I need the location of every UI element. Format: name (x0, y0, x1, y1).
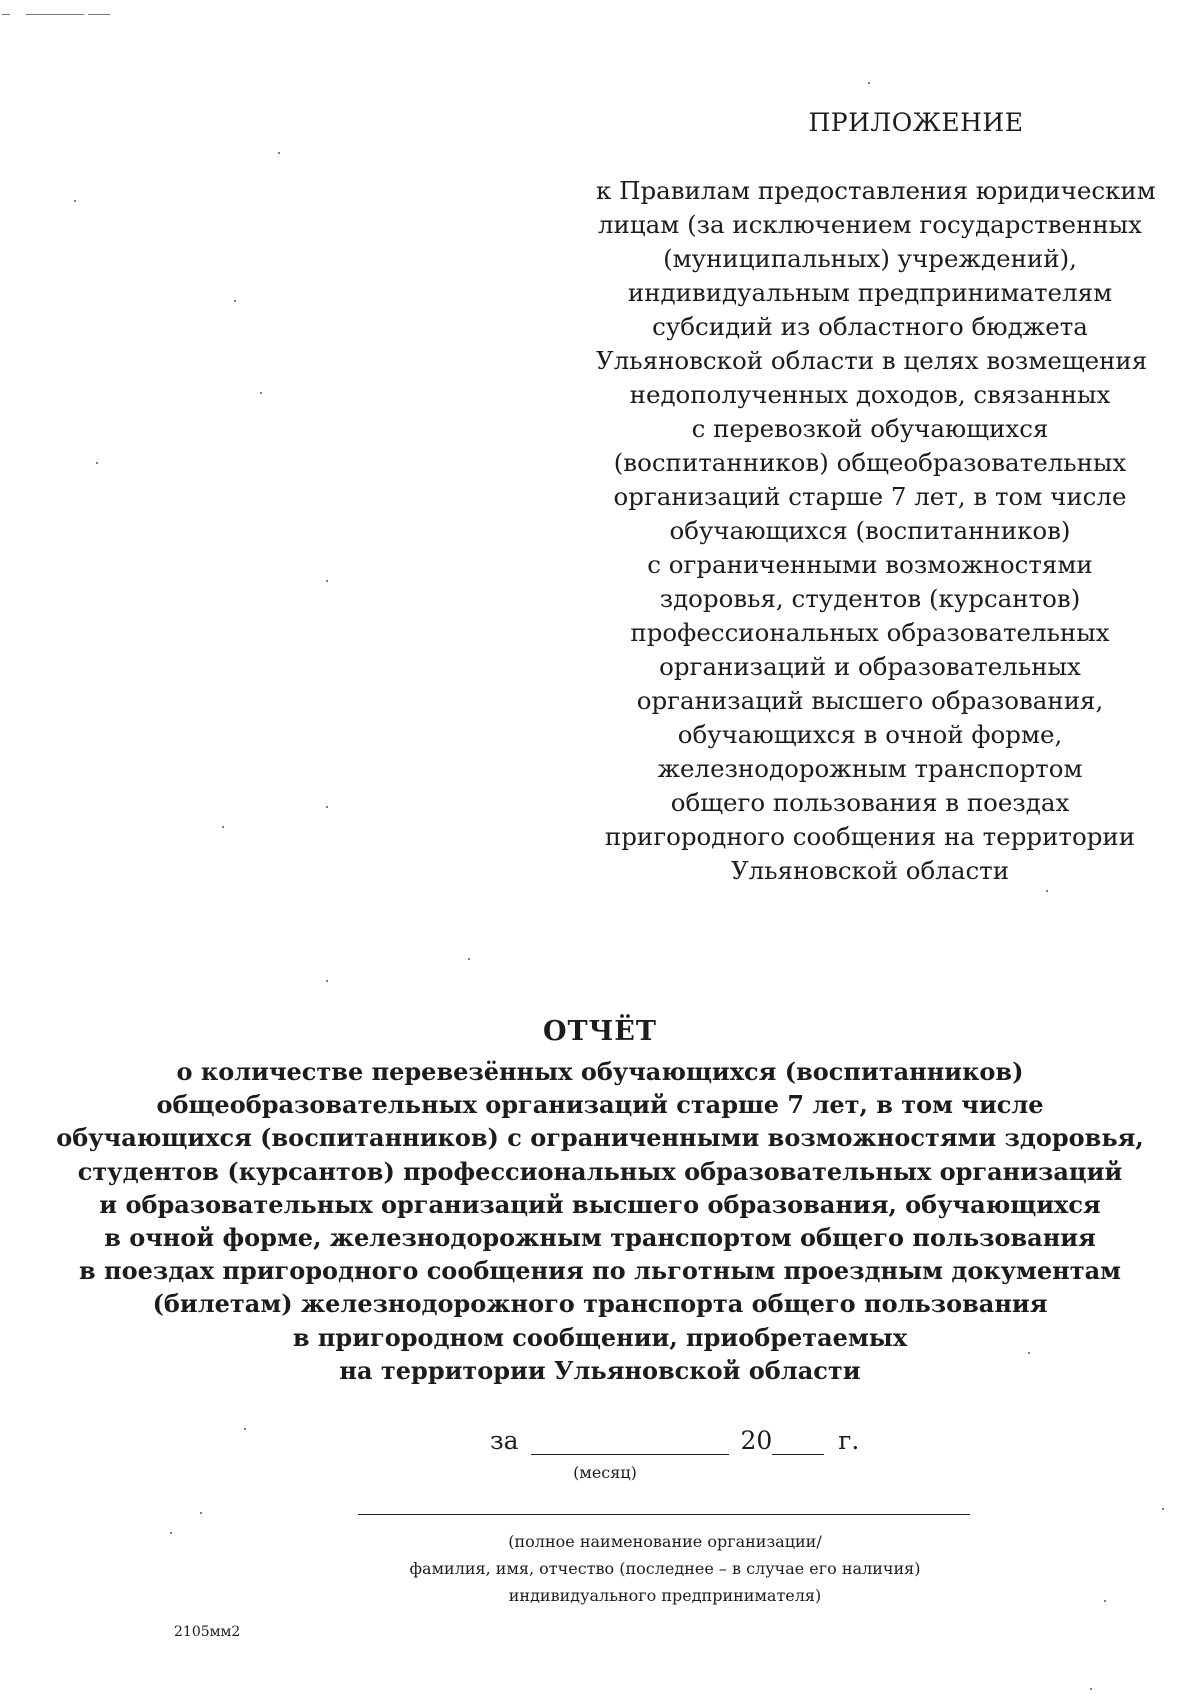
appendix-line: с перевозкой обучающихся (691, 414, 1049, 443)
appendix-line: недополученных доходов, связанных (629, 380, 1111, 409)
report-subtitle-line: о количестве перевезённых обучающихся (воспитанников) (176, 1057, 1024, 1086)
organization-caption-line: индивидуального предпринимателя) (508, 1586, 822, 1605)
scan-speck (222, 826, 224, 828)
appendix-line: Ульяновской области (730, 856, 1010, 885)
year-blank[interactable] (772, 1432, 824, 1455)
appendix-line: обучающихся в очной форме, (677, 720, 1063, 749)
year-prefix: 20 (740, 1426, 773, 1455)
scan-speck (326, 580, 328, 582)
appendix-line: Ульяновской области в целях возмещения (596, 346, 1148, 375)
report-subtitle-line: общеобразовательных организаций старше 7 лет, в том числе (156, 1090, 1044, 1120)
appendix-line: организаций и образовательных (659, 652, 1081, 681)
appendix-line: (муниципальных) учреждений), (663, 244, 1077, 273)
year-suffix: г. (838, 1426, 860, 1455)
report-subtitle-line: на территории Ульяновской области (339, 1355, 861, 1385)
scan-mark (2, 14, 10, 15)
scan-speck (1104, 1600, 1106, 1602)
appendix-title: ПРИЛОЖЕНИЕ (808, 108, 1024, 137)
scan-speck (278, 152, 280, 154)
scan-speck (1090, 1688, 1092, 1690)
scan-speck (74, 200, 76, 202)
report-subtitle-line: и образовательных организаций высшего образования, обучающихся (99, 1189, 1101, 1219)
scan-speck (868, 82, 870, 84)
scan-speck (170, 1532, 172, 1534)
organization-caption-line: фамилия, имя, отчество (последнее – в случае его наличия) (409, 1559, 921, 1578)
appendix-line: (воспитанников) общеобразовательных (613, 448, 1127, 477)
report-title: ОТЧЁТ (543, 1016, 657, 1047)
scan-speck (326, 806, 328, 808)
scan-speck (1046, 890, 1048, 892)
report-subtitle-line: в поездах пригородного сообщения по льготным проездным документам (79, 1256, 1121, 1286)
report-subtitle-line: обучающихся (воспитанников) с ограниченными возможностями здоровья, (56, 1123, 1144, 1153)
report-subtitle-line: в пригородном сообщении, приобретаемых (292, 1322, 908, 1352)
appendix-line: железнодорожным транспортом (657, 754, 1083, 783)
appendix-line: общего пользования в поездах (670, 788, 1070, 817)
appendix-line: лицам (за исключением государственных (597, 210, 1142, 239)
month-blank[interactable] (531, 1432, 729, 1455)
appendix-line: индивидуальным предпринимателям (627, 278, 1113, 307)
report-subtitle-line: в очной форме, железнодорожным транспортом общего пользования (104, 1223, 1096, 1253)
appendix-line: обучающихся (воспитанников) (669, 516, 1071, 545)
report-subtitle (0, 1055, 1200, 1387)
appendix-line: здоровья, студентов (курсантов) (659, 584, 1081, 613)
appendix-line: субсидий из областного бюджета (652, 312, 1088, 341)
report-subtitle-line: студентов (курсантов) профессиональных образовательных организаций (77, 1156, 1123, 1186)
appendix-text (596, 174, 1156, 888)
scan-speck (200, 1512, 202, 1514)
report-subtitle-line: (билетам) железнодорожного транспорта общего пользования (152, 1289, 1048, 1319)
scan-speck (468, 958, 470, 960)
appendix-line: с ограниченными возможностями (647, 550, 1093, 579)
organization-caption-line: (полное наименование организации/ (508, 1532, 822, 1551)
scan-speck (244, 1428, 246, 1430)
appendix-line: организаций старше 7 лет, в том числе (613, 482, 1127, 511)
document-code: 2105мм2 (174, 1624, 241, 1640)
appendix-line: организаций высшего образования, (636, 686, 1104, 715)
organization-caption (380, 1528, 950, 1609)
scan-speck (234, 300, 236, 302)
appendix-line: к Правилам предоставления юридическим (596, 176, 1156, 205)
scan-speck (96, 462, 98, 464)
period-field (490, 1426, 859, 1458)
appendix-line: пригородного сообщения на территории (604, 822, 1136, 851)
scan-mark (26, 14, 84, 15)
scan-mark (88, 14, 110, 15)
scan-speck (1162, 1508, 1164, 1510)
appendix-line: профессиональных образовательных (630, 618, 1110, 647)
month-caption: (месяц) (573, 1463, 637, 1482)
organization-blank[interactable] (358, 1514, 970, 1515)
scan-speck (326, 980, 328, 982)
scan-speck (260, 392, 262, 394)
period-prefix: за (490, 1426, 519, 1455)
